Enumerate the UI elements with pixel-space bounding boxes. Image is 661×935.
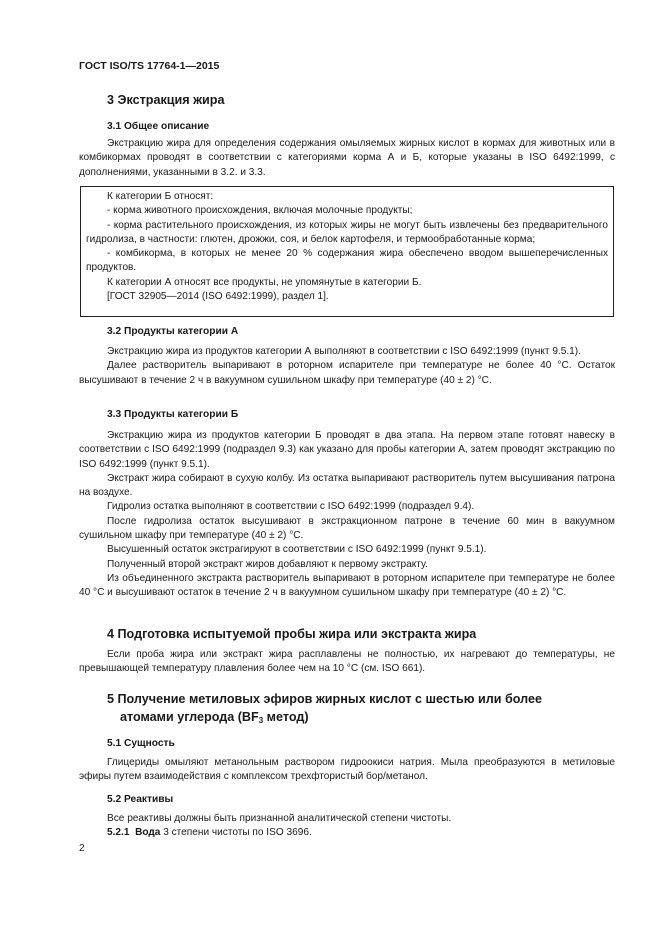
clause-number: 5.2.1 — [107, 827, 130, 839]
note-line: К категории Б относят: — [107, 191, 214, 202]
note-citation: [ГОСТ 32905—2014 (ISO 6492:1999), раздел 1]. — [107, 291, 329, 303]
paragraph: Все реактивы должны быть признанной аналитической степени чистоты. — [107, 813, 452, 824]
section-3-title: 3 Экстракция жира — [107, 93, 225, 107]
title-text: метод) — [263, 710, 309, 724]
page-number: 2 — [79, 843, 85, 854]
note-line: - корма животного происхождения, включая молочные продукты; — [107, 205, 413, 217]
clause-text: 3 степени чистоты по ISO 3696. — [160, 827, 312, 839]
section-4-title: 4 Подготовка испытуемой пробы жира или экстракта жира — [107, 627, 477, 641]
paragraph: Из объединенного экстракта растворитель выпаривают в роторном испарителе при температуре не более 40 °С и высушивают остаток в течение 2 ч в вакуумном сушильном шкафу при температуре (40 ± 2) °С. — [79, 572, 615, 599]
paragraph: Высушенный остаток экстрагируют в соответствии с ISO 6492:1999 (пункт 9.5.1). — [107, 544, 487, 556]
paragraph: Экстракт жира собирают в сухую колбу. Из остатка выпаривают растворитель путем высушивания патрона на воздухе. — [79, 472, 615, 499]
document-header: ГОСТ ISO/TS 17764-1—2015 — [79, 60, 220, 72]
section-5-2-body — [79, 812, 615, 841]
paragraph: Полученный второй экстракт жиров добавляют к первому экстракту. — [107, 558, 428, 570]
paragraph: После гидролиза остаток высушивают в экстракционном патроне в течение 60 мин в вакуумном сушильном шкафу при температуре (40 ± 2) °С. — [79, 515, 615, 542]
section-5-title-line1: 5 Получение метиловых эфиров жирных кислот с шестью или более — [107, 692, 543, 706]
section-3-1-title: 3.1 Общее описание — [107, 121, 210, 132]
section-3-1-paragraph: Экстракцию жира для определения содержания омыляемых жирных кислот в кормах для животных или в комбикормах проводят в соответствии с категориями корма А и Б, которые указаны в ISO 6492:1999, с дополнениями, указанными в 3.2. и 3.3. — [79, 138, 615, 178]
subscript: 3 — [258, 716, 264, 725]
clause-term: Вода — [135, 827, 161, 839]
section-4-paragraph: Если проба жира или экстракт жира расплавлены не полностью, их нагревают до температуры, не превышающей температуру плавления более чем на 10 °С (см. ISO 661). — [79, 649, 615, 675]
paragraph: Далее растворитель выпаривают в роторном испарителе при температуре не более 40 °С. Остаток высушивают в течение 2 ч в вакуумном сушильном шкафу при температуре (40 ± 2) °С. — [79, 360, 615, 386]
note-content — [86, 190, 608, 304]
paragraph: Экстракцию жира из продуктов категории А выполняют в соответствии с ISO 6492:1999 (пункт 9.5.1). — [107, 346, 581, 357]
note-line: К категории А относят все продукты, не упомянутые в категории Б. — [107, 276, 422, 288]
title-text: атомами углерода (BF — [120, 710, 259, 724]
section-3-2-title: 3.2 Продукты категории А — [107, 326, 239, 337]
section-5-1-paragraph: Глицериды омыляют метанольным раствором гидроокиси натрия. Мыла преобразуются в метиловые эфиры путем взаимодействия с комплексом трехфтористый бор/метанол. — [79, 757, 615, 783]
section-3-2-body — [79, 345, 615, 388]
section-5-1-title: 5.1 Сущность — [107, 738, 175, 749]
section-3-3-body — [79, 429, 615, 601]
note-line: - корма растительного происхождения, из которых жиры не могут быть извлечены без предварительного гидролиза, в частности: глютен, дрожжи, соя, и белок картофеля, и термообработанные корма; — [86, 219, 608, 245]
section-3-3-title: 3.3 Продукты категории Б — [107, 409, 239, 420]
clause-5-2-1 — [79, 826, 615, 840]
section-5-title-line2 — [120, 710, 309, 725]
paragraph: Экстракцию жира из продуктов категории Б проводят в два этапа. На первом этапе готовят навеску в соответствии с ISO 6492:1999 (подраздел 9.3) как указано для пробы категории А, затем проводят экстракцию по ISO 6492:1999 (пункт 9.5.1). — [79, 430, 615, 470]
paragraph: Гидролиз остатка выполняют в соответствии с ISO 6492:1999 (подраздел 9.4). — [107, 501, 475, 513]
note-line: - комбикорма, в которых не менее 20 % содержания жира обеспечено вводом вышеперечисленных продуктов. — [86, 248, 608, 274]
section-5-2-title: 5.2 Реактивы — [107, 794, 174, 805]
